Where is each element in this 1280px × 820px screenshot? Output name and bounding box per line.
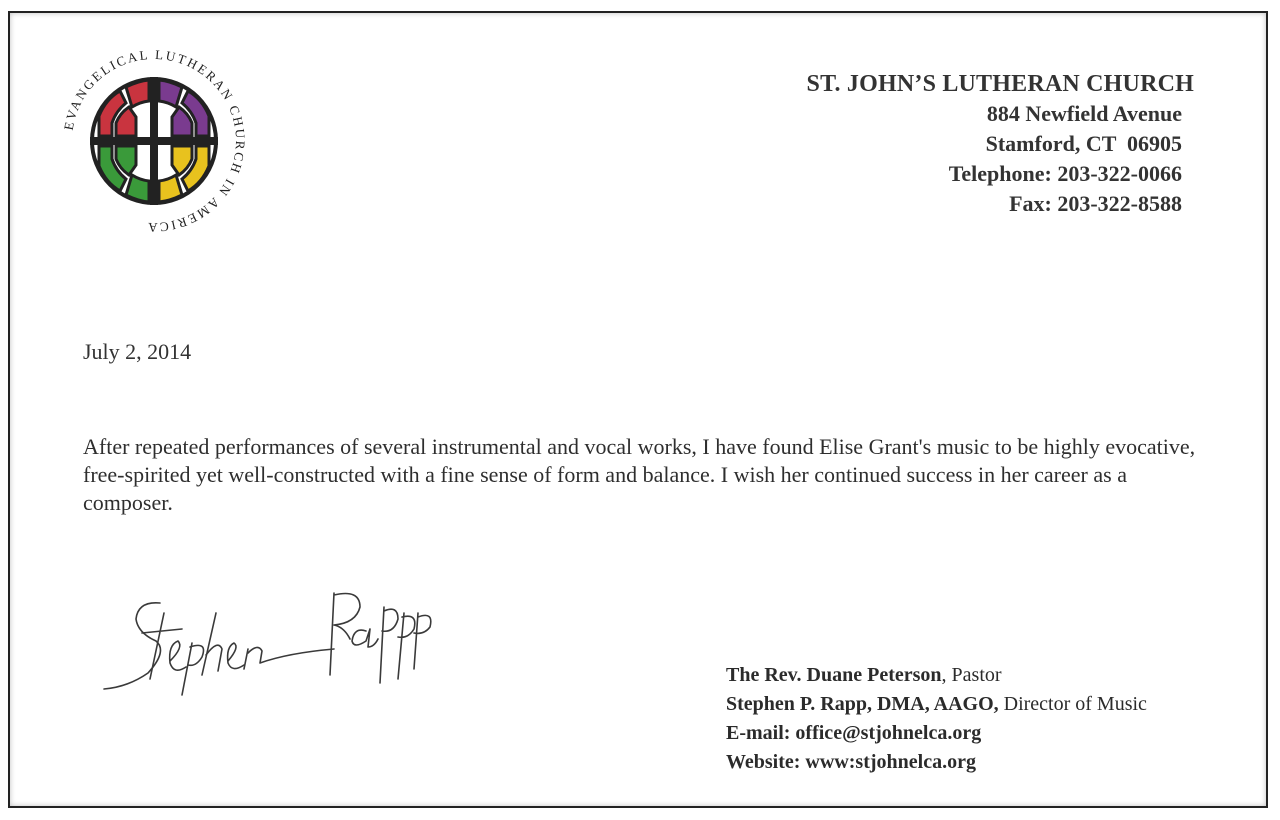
letter-date: July 2, 2014 (83, 339, 192, 364)
letterhead (806, 69, 1194, 219)
fax: Fax: 203-322-8588 (1009, 191, 1182, 216)
letter-page (8, 11, 1268, 808)
director-line (726, 690, 1147, 719)
email: E-mail: office@stjohnelca.org (726, 722, 982, 744)
city-state-zip: Stamford, CT 06905 (985, 131, 1182, 156)
director-title: Director of Music (998, 693, 1147, 715)
director-name: Stephen P. Rapp, DMA, AAGO, (726, 693, 999, 715)
cross-window-icon (90, 77, 218, 205)
elca-logo (54, 41, 254, 241)
logo-ring-text: EVANGELICAL LUTHERAN CHURCH IN AMERICA (60, 46, 249, 236)
church-name: ST. JOHN’S LUTHERAN CHURCH (806, 71, 1194, 97)
website: Website: www:stjohnelca.org (726, 751, 976, 773)
street-address: 884 Newfield Avenue (986, 101, 1182, 126)
pastor-line (726, 661, 1147, 690)
pastor-title: , Pastor (941, 664, 1002, 686)
handwritten-signature (98, 583, 458, 703)
letter-body: After repeated performances of several instrumental and vocal works, I have found Elise Grant's music to be highly evocative, free-spirited yet well-constructed with a fine sense of form and balance. I wish her continued success in her career as a composer. (83, 434, 1196, 515)
signature-block (726, 661, 1147, 777)
pastor-name: The Rev. Duane Peterson (726, 664, 942, 686)
telephone: Telephone: 203-322-0066 (948, 161, 1182, 186)
